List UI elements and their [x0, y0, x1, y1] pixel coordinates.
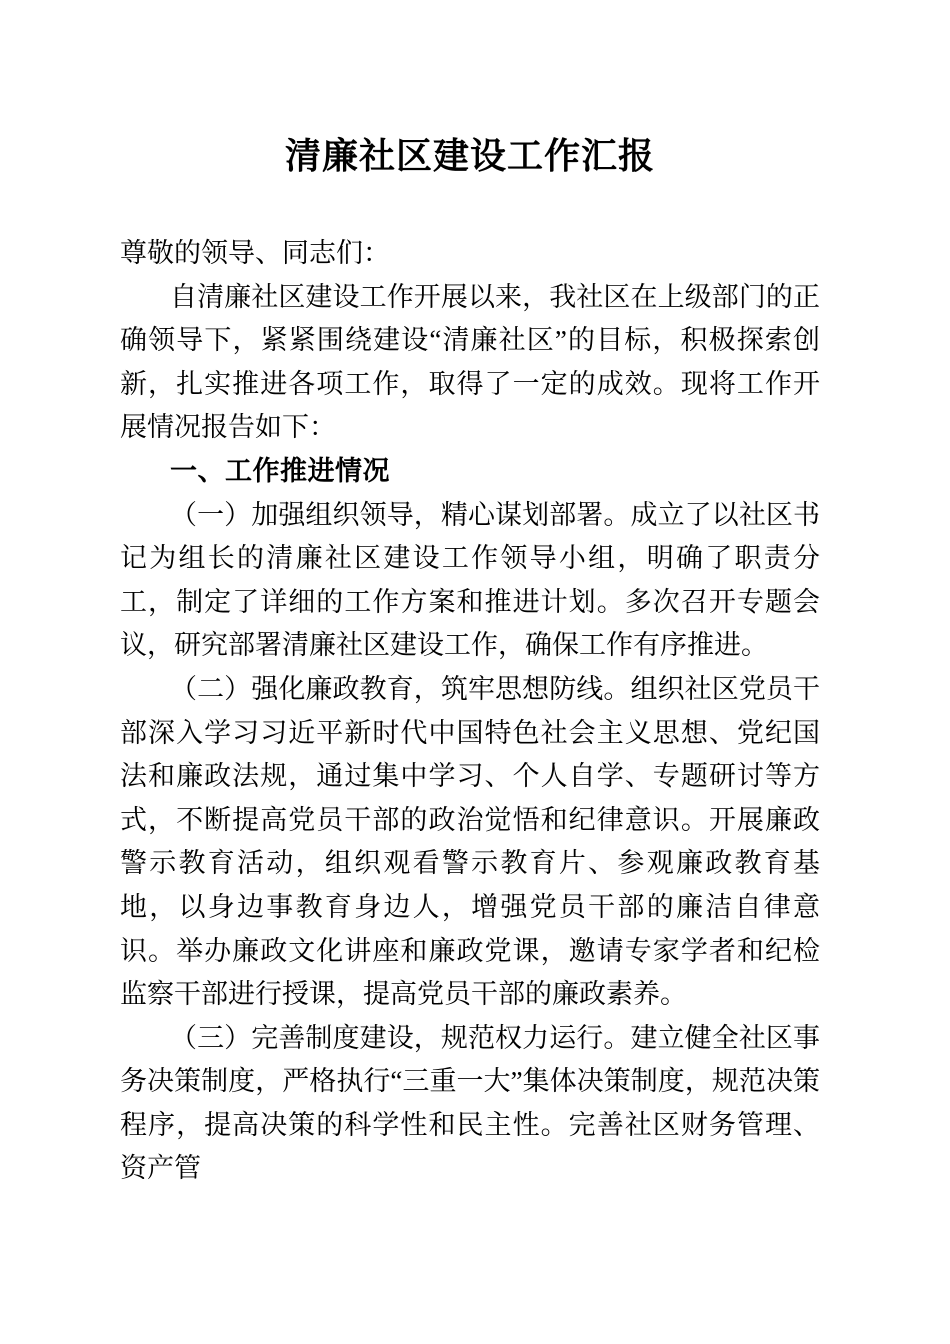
- salutation-line: 尊敬的领导、同志们：: [120, 238, 390, 268]
- section-1-paragraph-3: （三）完善制度建设，规范权力运行。建立健全社区事务决策制度，严格执行“三重一大”集体决策制度，规范决策程序，提高决策的科学性和民主性。完善社区财务管理、资产管: [120, 1022, 820, 1184]
- document-title: 清廉社区建设工作汇报: [284, 136, 655, 176]
- section-1-heading: 一、工作推进情况: [170, 455, 390, 486]
- section-1-paragraph-1: （一）加强组织领导，精心谋划部署。成立了以社区书记为组长的清廉社区建设工作领导小组，明确了职责分工，制定了详细的工作方案和推进计划。多次召开专题会议，研究部署清廉社区建设工作，确保工作有序推进。: [120, 499, 820, 661]
- document-body: [120, 232, 820, 1191]
- section-1-paragraph-2: （二）强化廉政教育，筑牢思想防线。组织社区党员干部深入学习习近平新时代中国特色社会主义思想、党纪国法和廉政法规，通过集中学习、个人自学、专题研讨等方式，不断提高党员干部的政治觉悟和纪律意识。开展廉政警示教育活动，组织观看警示教育片、参观廉政教育基地，以身边事教育身边人，增强党员干部的廉洁自律意识。举办廉政文化讲座和廉政党课，邀请专家学者和纪检监察干部进行授课，提高党员干部的廉政素养。: [120, 673, 820, 1010]
- intro-paragraph: 自清廉社区建设工作开展以来，我社区在上级部门的正确领导下，紧紧围绕建设“清廉社区”的目标，积极探索创新，扎实推进各项工作，取得了一定的成效。现将工作开展情况报告如下：: [120, 281, 820, 443]
